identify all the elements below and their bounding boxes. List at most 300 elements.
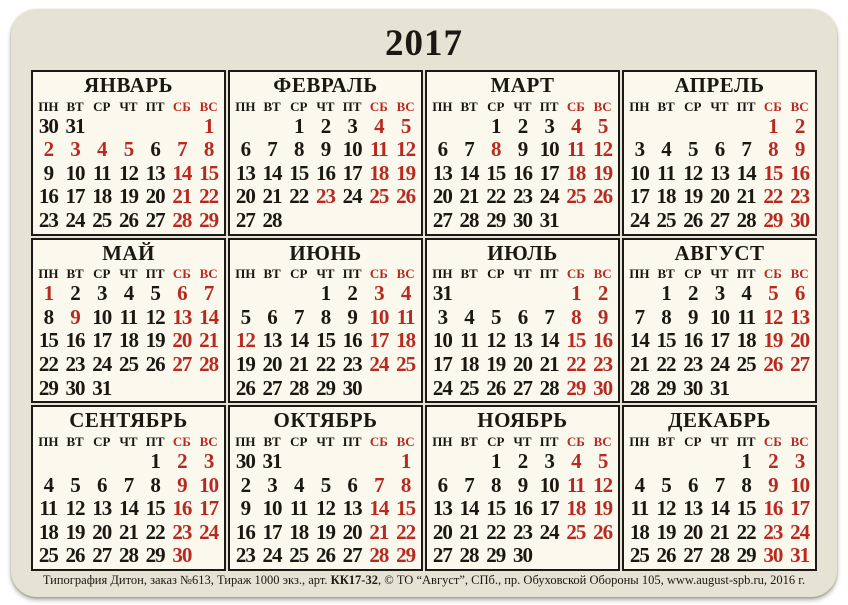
date-cell: 20 <box>683 519 703 544</box>
date-cell <box>366 449 393 473</box>
date-cell: 22 <box>145 519 165 544</box>
date-cell: 3 <box>70 137 80 162</box>
weekday-header: СБ <box>172 98 191 114</box>
weekday-header: СБ <box>172 433 191 449</box>
month-table <box>429 98 616 232</box>
date-cell <box>456 449 483 473</box>
date-cell: 1 <box>768 113 778 138</box>
date-cell <box>392 208 419 232</box>
months-grid <box>31 70 817 571</box>
weekday-header: ВС <box>593 266 612 282</box>
date-cell: 5 <box>150 281 160 306</box>
date-cell <box>366 208 393 232</box>
date-cell: 18 <box>656 184 676 209</box>
date-cell: 13 <box>342 496 362 521</box>
date-cell: 3 <box>544 449 554 474</box>
date-cell: 21 <box>199 328 219 353</box>
date-cell: 18 <box>369 160 389 185</box>
date-cell: 3 <box>714 281 725 306</box>
date-cell: 31 <box>790 543 810 568</box>
date-cell: 2 <box>347 281 357 306</box>
date-cell: 22 <box>486 184 506 209</box>
date-cell: 2 <box>597 281 608 306</box>
date-cell: 25 <box>369 184 389 209</box>
date-cell: 22 <box>736 519 756 544</box>
weekday-header: СБ <box>763 266 782 282</box>
date-cell: 1 <box>294 113 304 138</box>
date-cell: 7 <box>374 472 384 497</box>
date-cell: 7 <box>464 137 474 162</box>
date-cell: 22 <box>38 351 58 376</box>
weekday-header: ЧТ <box>316 433 335 449</box>
date-cell: 28 <box>118 543 138 568</box>
date-cell <box>62 449 89 473</box>
date-cell: 8 <box>43 304 54 329</box>
date-cell: 25 <box>656 207 676 232</box>
date-cell: 24 <box>432 375 452 400</box>
date-cell: 20 <box>172 328 192 353</box>
date-cell: 20 <box>145 184 165 209</box>
date-cell: 26 <box>593 184 613 209</box>
date-cell: 14 <box>289 328 309 353</box>
date-cell <box>285 208 312 232</box>
weekday-header: СБ <box>566 98 585 114</box>
date-cell: 29 <box>736 543 756 568</box>
date-cell <box>456 282 483 306</box>
date-cell: 5 <box>70 472 80 497</box>
date-cell: 31 <box>539 207 559 232</box>
date-cell: 4 <box>464 304 474 329</box>
date-cell: 10 <box>629 160 649 185</box>
date-cell: 7 <box>714 472 725 497</box>
date-cell: 6 <box>714 137 725 162</box>
weekday-header: СБ <box>369 266 388 282</box>
date-cell: 8 <box>491 137 501 162</box>
weekday-header: ПТ <box>342 98 362 114</box>
weekday-header: СБ <box>172 266 191 282</box>
date-cell: 29 <box>315 375 335 400</box>
date-cell: 24 <box>199 519 219 544</box>
date-cell: 9 <box>768 472 778 497</box>
date-cell: 18 <box>289 519 309 544</box>
weekday-header: ЧТ <box>119 266 138 282</box>
month-block <box>425 238 620 404</box>
weekday-header: ВТ <box>460 266 478 282</box>
date-cell: 14 <box>262 160 282 185</box>
date-cell: 15 <box>38 328 58 353</box>
weekday-header: ВТ <box>460 98 478 114</box>
date-cell: 11 <box>39 496 58 521</box>
date-cell: 15 <box>199 160 219 185</box>
date-cell: 31 <box>432 281 452 306</box>
date-cell: 18 <box>629 519 649 544</box>
date-cell: 7 <box>544 304 554 329</box>
date-cell: 25 <box>92 207 112 232</box>
date-cell: 11 <box>92 160 111 185</box>
date-cell: 4 <box>123 281 134 306</box>
date-cell: 23 <box>172 519 192 544</box>
date-cell: 4 <box>571 113 581 138</box>
date-cell: 6 <box>267 304 277 329</box>
date-cell: 17 <box>629 184 649 209</box>
date-cell: 21 <box>289 351 309 376</box>
month-title: ОКТЯБРЬ <box>273 408 378 433</box>
weekday-header: ЧТ <box>513 98 532 114</box>
month-block <box>425 70 620 236</box>
date-cell: 27 <box>235 207 255 232</box>
date-cell: 23 <box>512 519 532 544</box>
month-block <box>228 238 423 404</box>
date-cell: 1 <box>491 449 501 474</box>
date-cell: 13 <box>683 496 703 521</box>
date-cell: 4 <box>661 137 671 162</box>
date-cell: 28 <box>736 207 756 232</box>
weekday-header: ВС <box>396 98 415 114</box>
date-cell: 1 <box>150 449 160 474</box>
weekday-header: ПН <box>629 266 650 282</box>
weekday-header: ВТ <box>460 433 478 449</box>
date-cell: 11 <box>369 137 388 162</box>
date-cell: 30 <box>172 543 192 568</box>
date-cell: 1 <box>741 449 751 474</box>
date-cell <box>733 114 760 138</box>
date-cell: 16 <box>172 496 192 521</box>
weekday-header: ВС <box>199 98 218 114</box>
date-cell: 17 <box>262 519 282 544</box>
date-cell: 24 <box>65 207 85 232</box>
date-cell: 16 <box>235 519 255 544</box>
date-cell <box>429 449 456 473</box>
date-cell <box>259 114 286 138</box>
date-cell: 10 <box>539 472 559 497</box>
date-cell <box>482 282 509 306</box>
date-cell: 1 <box>661 281 671 306</box>
date-cell: 27 <box>262 375 282 400</box>
date-cell: 10 <box>432 328 452 353</box>
weekday-header: ЧТ <box>710 266 729 282</box>
date-cell <box>536 282 563 306</box>
month-table <box>232 433 419 567</box>
date-cell: 25 <box>118 351 138 376</box>
date-cell: 17 <box>65 184 85 209</box>
calendar-card <box>11 9 837 597</box>
date-cell: 6 <box>177 281 187 306</box>
date-cell: 15 <box>315 328 335 353</box>
month-block <box>228 70 423 236</box>
date-cell: 2 <box>70 281 80 306</box>
date-cell: 12 <box>65 496 85 521</box>
weekday-header: ПТ <box>736 98 756 114</box>
date-cell: 26 <box>763 351 783 376</box>
month-title: АПРЕЛЬ <box>674 73 765 97</box>
date-cell: 25 <box>459 375 479 400</box>
weekday-header: ПТ <box>539 98 559 114</box>
date-cell: 12 <box>656 496 676 521</box>
weekday-header: ПТ <box>736 266 756 282</box>
date-cell: 15 <box>486 160 506 185</box>
date-cell: 12 <box>145 304 165 329</box>
date-cell: 26 <box>118 207 138 232</box>
date-cell: 16 <box>38 184 58 209</box>
date-cell: 29 <box>199 207 219 232</box>
weekday-header: СР <box>290 266 308 282</box>
date-cell: 23 <box>342 351 362 376</box>
date-cell: 3 <box>634 137 645 162</box>
weekday-header: ЧТ <box>316 266 335 282</box>
date-cell <box>312 208 339 232</box>
date-cell: 8 <box>741 472 751 497</box>
date-cell: 13 <box>790 304 810 329</box>
date-cell <box>88 449 115 473</box>
date-cell: 8 <box>491 472 501 497</box>
weekday-header: ЧТ <box>119 433 138 449</box>
date-cell: 30 <box>65 375 85 400</box>
month-title: АВГУСТ <box>674 240 765 265</box>
date-cell <box>456 114 483 138</box>
date-cell: 17 <box>539 160 559 185</box>
date-cell: 13 <box>262 328 282 353</box>
date-cell: 19 <box>763 328 783 353</box>
date-cell: 4 <box>43 472 54 497</box>
date-cell: 10 <box>262 496 282 521</box>
date-cell: 18 <box>459 351 479 376</box>
date-cell: 2 <box>517 113 528 138</box>
date-cell <box>232 114 259 138</box>
date-cell: 26 <box>486 375 506 400</box>
date-cell <box>142 114 169 138</box>
date-cell: 25 <box>396 351 416 376</box>
date-cell: 12 <box>118 160 138 185</box>
date-cell: 5 <box>661 472 671 497</box>
date-cell <box>366 376 393 400</box>
date-cell: 25 <box>566 519 586 544</box>
date-cell: 6 <box>437 137 448 162</box>
date-cell: 5 <box>320 472 331 497</box>
date-cell: 7 <box>294 304 304 329</box>
date-cell: 8 <box>294 137 304 162</box>
month-title: ДЕКАБРЬ <box>668 408 771 433</box>
date-cell: 24 <box>262 543 282 568</box>
weekday-header: СР <box>684 433 702 449</box>
date-cell: 20 <box>342 519 362 544</box>
weekday-header: ВС <box>593 98 612 114</box>
date-cell: 22 <box>763 184 783 209</box>
weekday-header: ВС <box>199 266 218 282</box>
date-cell: 16 <box>512 160 532 185</box>
date-cell <box>589 543 616 567</box>
date-cell: 26 <box>145 351 165 376</box>
weekday-header: ПТ <box>539 266 559 282</box>
date-cell: 26 <box>656 543 676 568</box>
date-cell <box>115 449 142 473</box>
date-cell: 9 <box>177 472 187 497</box>
date-cell: 6 <box>97 472 107 497</box>
date-cell <box>626 282 653 306</box>
date-cell: 24 <box>369 351 389 376</box>
date-cell: 23 <box>65 351 85 376</box>
weekday-header: ВТ <box>263 266 281 282</box>
weekday-header: ПТ <box>736 433 756 449</box>
date-cell: 14 <box>199 304 219 329</box>
date-cell <box>760 376 787 400</box>
date-cell: 9 <box>517 472 528 497</box>
date-cell: 29 <box>763 207 783 232</box>
month-block <box>31 70 226 236</box>
date-cell: 2 <box>688 281 698 306</box>
date-cell <box>733 376 760 400</box>
date-cell: 3 <box>374 281 384 306</box>
date-cell: 30 <box>763 543 783 568</box>
date-cell: 20 <box>92 519 112 544</box>
date-cell: 28 <box>709 543 729 568</box>
date-cell: 5 <box>597 449 608 474</box>
date-cell: 22 <box>315 351 335 376</box>
date-cell: 19 <box>683 184 703 209</box>
date-cell: 24 <box>709 351 729 376</box>
date-cell: 22 <box>199 184 219 209</box>
date-cell: 8 <box>400 472 411 497</box>
date-cell: 20 <box>262 351 282 376</box>
date-cell: 31 <box>92 375 112 400</box>
date-cell: 16 <box>342 328 362 353</box>
weekday-header: ВС <box>396 433 415 449</box>
date-cell: 21 <box>118 519 138 544</box>
date-cell: 14 <box>709 496 729 521</box>
date-cell: 12 <box>683 160 703 185</box>
date-cell: 24 <box>629 207 649 232</box>
date-cell <box>142 376 169 400</box>
date-cell <box>653 449 680 473</box>
date-cell <box>706 114 733 138</box>
date-cell <box>115 114 142 138</box>
weekday-header: ПТ <box>342 433 362 449</box>
date-cell <box>706 449 733 473</box>
date-cell: 11 <box>396 304 415 329</box>
date-cell: 16 <box>512 496 532 521</box>
date-cell <box>786 376 813 400</box>
imprint-text-left: Типография Дитон, заказ №613, Тираж 1000 экз., арт. <box>42 573 331 587</box>
date-cell: 3 <box>203 449 214 474</box>
date-cell: 26 <box>683 207 703 232</box>
date-cell: 26 <box>315 543 335 568</box>
date-cell: 18 <box>566 160 586 185</box>
weekday-header: СБ <box>763 433 782 449</box>
date-cell: 11 <box>289 496 308 521</box>
month-title: СЕНТЯБРЬ <box>69 408 188 433</box>
date-cell: 14 <box>459 496 479 521</box>
date-cell: 14 <box>539 328 559 353</box>
date-cell: 12 <box>593 472 613 497</box>
weekday-header: ВС <box>790 266 809 282</box>
weekday-header: ПН <box>235 433 256 449</box>
date-cell: 14 <box>736 160 756 185</box>
date-cell <box>339 208 366 232</box>
weekday-header: СР <box>684 266 702 282</box>
month-table <box>429 266 616 400</box>
weekday-header: ВТ <box>657 266 675 282</box>
date-cell: 6 <box>150 137 160 162</box>
date-cell: 27 <box>683 543 703 568</box>
month-title: ИЮЛЬ <box>487 240 558 265</box>
date-cell: 15 <box>566 328 586 353</box>
date-cell: 4 <box>97 137 107 162</box>
date-cell: 29 <box>145 543 165 568</box>
date-cell: 13 <box>235 160 255 185</box>
date-cell: 7 <box>203 281 214 306</box>
month-block <box>228 405 423 571</box>
date-cell: 20 <box>432 184 452 209</box>
weekday-header: ПН <box>235 98 256 114</box>
date-cell: 13 <box>145 160 165 185</box>
month-title: ФЕВРАЛЬ <box>273 73 378 97</box>
month-table <box>626 433 813 567</box>
date-cell: 9 <box>597 304 608 329</box>
date-cell: 24 <box>539 184 559 209</box>
date-cell: 30 <box>593 375 613 400</box>
date-cell: 29 <box>396 543 416 568</box>
date-cell: 25 <box>629 543 649 568</box>
month-block <box>622 70 817 236</box>
month-title: ИЮНЬ <box>289 240 362 265</box>
date-cell: 20 <box>709 184 729 209</box>
date-cell: 3 <box>794 449 805 474</box>
date-cell: 25 <box>566 184 586 209</box>
date-cell <box>626 449 653 473</box>
weekday-header: ПТ <box>145 98 165 114</box>
date-cell <box>509 282 536 306</box>
date-cell: 7 <box>123 472 134 497</box>
weekday-header: ПТ <box>145 433 165 449</box>
date-cell: 12 <box>763 304 783 329</box>
date-cell: 28 <box>629 375 649 400</box>
weekday-header: ЧТ <box>710 433 729 449</box>
date-cell: 23 <box>38 207 58 232</box>
date-cell: 26 <box>396 184 416 209</box>
date-cell: 29 <box>38 375 58 400</box>
date-cell: 1 <box>491 113 501 138</box>
date-cell: 28 <box>199 351 219 376</box>
date-cell: 28 <box>172 207 192 232</box>
date-cell: 17 <box>790 496 810 521</box>
date-cell: 2 <box>177 449 187 474</box>
date-cell: 22 <box>566 351 586 376</box>
weekday-header: СР <box>487 433 505 449</box>
date-cell: 13 <box>432 160 452 185</box>
date-cell: 25 <box>38 543 58 568</box>
date-cell: 7 <box>741 137 751 162</box>
month-title: МАЙ <box>102 240 155 265</box>
date-cell: 18 <box>736 328 756 353</box>
date-cell: 1 <box>43 281 54 306</box>
date-cell: 22 <box>486 519 506 544</box>
date-cell: 25 <box>289 543 309 568</box>
date-cell: 9 <box>43 160 54 185</box>
month-table <box>429 433 616 567</box>
date-cell: 1 <box>203 113 214 138</box>
date-cell: 11 <box>657 160 675 185</box>
date-cell: 12 <box>593 137 613 162</box>
date-cell: 19 <box>235 351 255 376</box>
date-cell: 12 <box>315 496 335 521</box>
date-cell: 12 <box>235 328 255 353</box>
month-table <box>35 433 222 567</box>
weekday-header: ВТ <box>657 98 675 114</box>
date-cell: 16 <box>763 496 783 521</box>
date-cell: 6 <box>347 472 357 497</box>
weekday-header: СР <box>93 433 111 449</box>
date-cell: 27 <box>145 207 165 232</box>
date-cell: 22 <box>656 351 676 376</box>
